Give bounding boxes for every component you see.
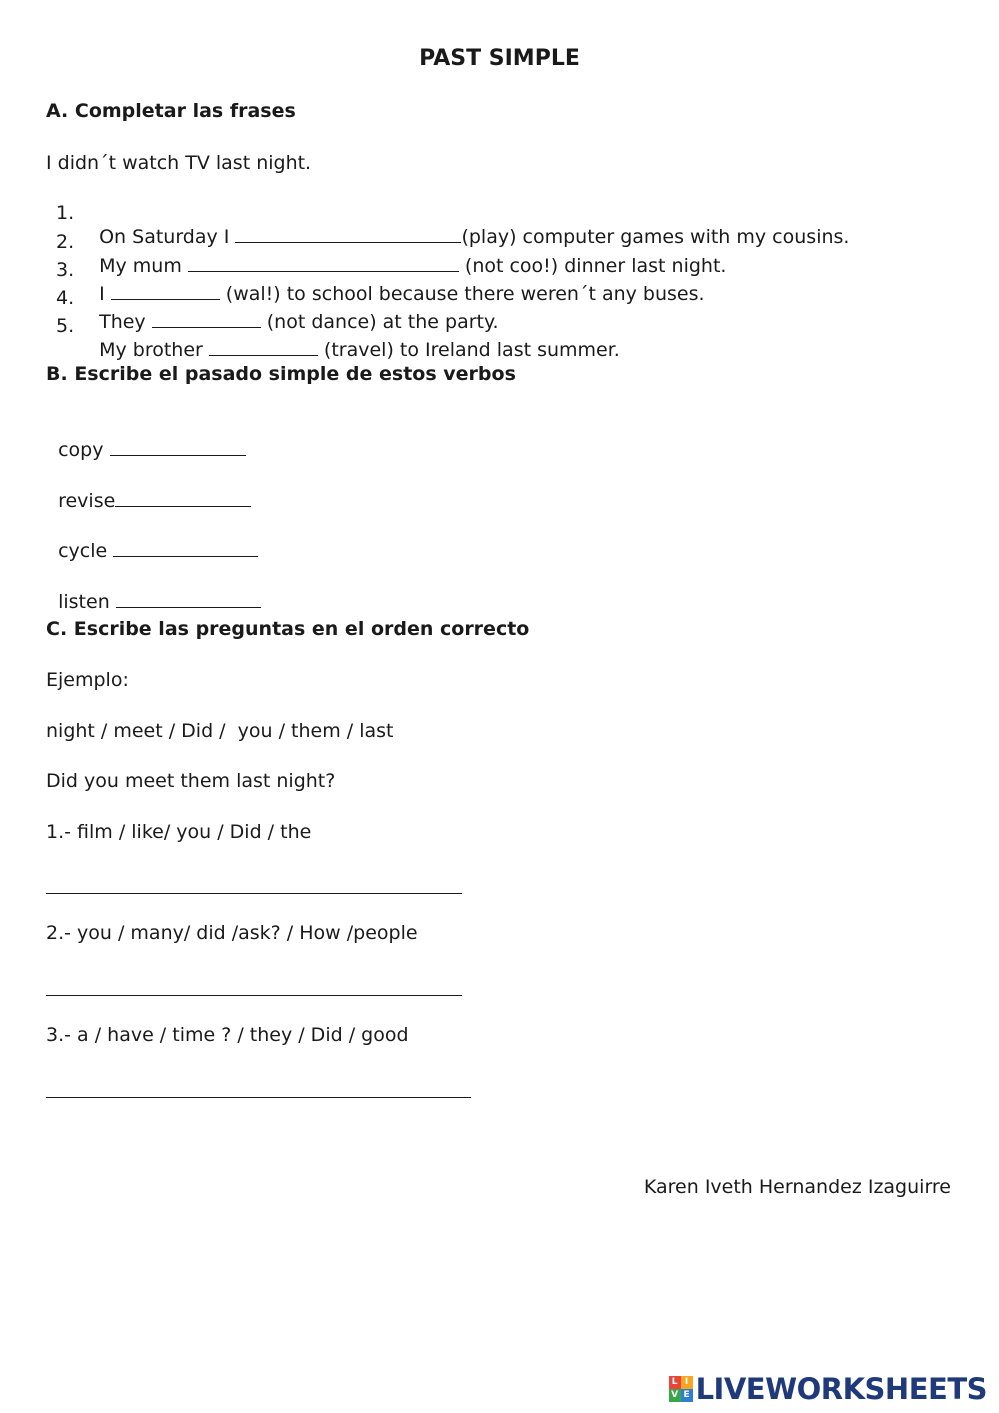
item-2-after: (not coo!) dinner last night. — [458, 255, 727, 277]
verb-copy — [46, 415, 246, 461]
item-4-after: (not dance) at the party. — [260, 311, 499, 333]
liveworksheets-logo[interactable] — [669, 1371, 987, 1407]
example-answer: Did you meet them last night? — [46, 770, 336, 792]
page-title: PAST SIMPLE — [419, 46, 580, 71]
item-1-number: 1. — [56, 202, 75, 224]
item-5 — [87, 315, 620, 361]
verb-listen — [46, 567, 261, 613]
verb-listen-label: listen — [58, 591, 116, 613]
item-1-before: On Saturday I — [99, 226, 236, 248]
item-2-before: My mum — [99, 255, 188, 277]
verb-cycle-label: cycle — [58, 540, 114, 562]
answer-line-3[interactable] — [46, 1097, 471, 1098]
item-5-blank[interactable] — [209, 337, 318, 356]
answer-line-2[interactable] — [46, 995, 462, 996]
verb-copy-blank[interactable] — [110, 437, 246, 456]
question-3: 3.- a / have / time ? / they / Did / good — [46, 1024, 409, 1046]
item-5-number: 5. — [56, 315, 75, 337]
author-name: Karen Iveth Hernandez Izaguirre — [643, 1176, 951, 1198]
item-1-after: (play) computer games with my cousins. — [461, 226, 850, 248]
question-1: 1.- film / like/ you / Did / the — [46, 821, 312, 843]
section-a-heading: A. Completar las frases — [46, 100, 296, 122]
item-4-number: 4. — [56, 287, 75, 309]
logo-mark-icon: L I V E — [669, 1376, 693, 1402]
section-a-example: I didn´t watch TV last night. — [46, 152, 312, 174]
verb-cycle-blank[interactable] — [113, 538, 258, 557]
section-c-heading: C. Escribe las preguntas en el orden correcto — [46, 618, 530, 640]
verb-copy-label: copy — [58, 439, 110, 461]
item-3-after: (wal!) to school because there weren´t any buses. — [219, 283, 705, 305]
item-2-number: 2. — [56, 231, 75, 253]
verb-cycle — [46, 516, 258, 562]
logo-text: LIVEWORKSHEETS — [695, 1372, 987, 1406]
item-5-after: (travel) to Ireland last summer. — [317, 339, 620, 361]
section-b-heading: B. Escribe el pasado simple de estos verbos — [46, 363, 516, 385]
item-5-before: My brother — [99, 339, 209, 361]
example-label: Ejemplo: — [46, 669, 129, 691]
verb-revise-label: revise — [58, 490, 116, 512]
verb-revise — [46, 466, 251, 512]
item-3-before: I — [99, 283, 111, 305]
item-3-number: 3. — [56, 259, 75, 281]
item-4-before: They — [99, 311, 152, 333]
verb-listen-blank[interactable] — [116, 589, 261, 608]
example-words: night / meet / Did / you / them / last — [46, 720, 394, 742]
answer-line-1[interactable] — [46, 893, 462, 894]
verb-revise-blank[interactable] — [115, 488, 251, 507]
question-2: 2.- you / many/ did /ask? / How /people — [46, 922, 418, 944]
